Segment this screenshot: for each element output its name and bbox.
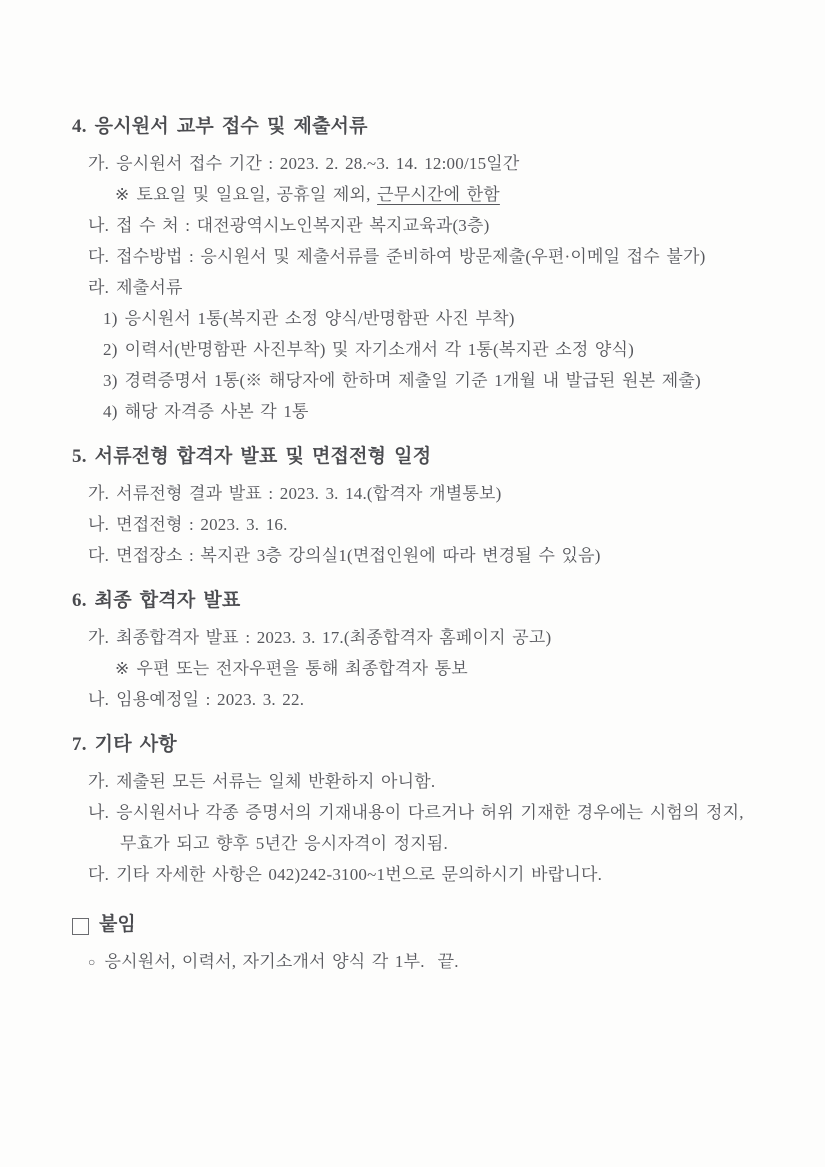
- item-text: 무효가 되고 향후 5년간 응시자격이 정지됨.: [120, 834, 448, 853]
- item-label: 다.: [88, 865, 110, 884]
- reference-mark-icon: ※: [115, 659, 130, 678]
- section-miscellaneous: [72, 732, 794, 890]
- list-item-required-documents: [72, 272, 794, 303]
- note-text-underlined: 근무시간에 한함: [377, 185, 500, 204]
- item-text: 제출된 모든 서류는 일체 반환하지 아니함.: [116, 772, 436, 791]
- square-checkbox-icon: [72, 918, 89, 935]
- item-label: 나.: [88, 515, 110, 534]
- section-4-number: 4.: [72, 116, 87, 137]
- item-text: 경력증명서 1통(※ 해당자에 한하며 제출일 기준 1개월 내 발급된 원본 제출): [124, 371, 701, 390]
- item-text: 서류전형 결과 발표 : 2023. 3. 14.(합격자 개별통보): [116, 484, 502, 503]
- item-text: 면접전형 : 2023. 3. 16.: [116, 515, 288, 534]
- attachment-title: 붙임: [99, 914, 136, 935]
- note-working-hours: [72, 179, 794, 210]
- item-text: 응시원서 접수 기간 : 2023. 2. 28.~3. 14. 12:00/15일간: [116, 154, 520, 173]
- item-label: 1): [103, 309, 118, 328]
- section-7-title: 기타 사항: [94, 734, 177, 755]
- list-item-false-statement: [72, 797, 794, 828]
- item-text: 면접장소 : 복지관 3층 강의실1(면접인원에 따라 변경될 수 있음): [116, 546, 601, 565]
- item-text: 제출서류: [116, 278, 183, 297]
- item-text: 우편 또는 전자우편을 통해 최종합격자 통보: [136, 659, 468, 678]
- item-text: 접수방법 : 응시원서 및 제출서류를 준비하여 방문제출(우편·이메일 접수 불가): [116, 247, 706, 266]
- item-label: 다.: [88, 247, 110, 266]
- list-item-appointment-date: [72, 684, 794, 715]
- item-text: 최종합격자 발표 : 2023. 3. 17.(최종합격자 홈페이지 공고): [116, 628, 552, 647]
- attachment-heading: [72, 912, 794, 938]
- item-text: 접 수 처 : 대전광역시노인복지관 복지교육과(3층): [116, 216, 490, 235]
- section-6-number: 6.: [72, 590, 87, 611]
- note-final-notification: [72, 653, 794, 684]
- list-item-interview-place: [72, 540, 794, 571]
- section-application-documents: [72, 114, 794, 427]
- item-text: 기타 자세한 사항은 042)242-3100~1번으로 문의하시기 바랍니다.: [116, 865, 603, 884]
- list-item-reception-place: [72, 210, 794, 241]
- list-item-no-return: [72, 766, 794, 797]
- item-label: 2): [103, 340, 118, 359]
- attachment-text: 응시원서, 이력서, 자기소개서 양식 각 1부. 끝.: [104, 952, 459, 971]
- list-item-reception-method: [72, 241, 794, 272]
- list-item-final-announcement: [72, 622, 794, 653]
- section-6-heading: [72, 588, 794, 614]
- item-label: 가.: [88, 628, 110, 647]
- note-text-plain: 토요일 및 일요일, 공휴일 제외,: [136, 185, 378, 204]
- reference-mark-icon: ※: [115, 185, 130, 204]
- item-text: 이력서(반명함판 사진부착) 및 자기소개서 각 1통(복지관 소정 양식): [124, 340, 635, 359]
- list-item-doc-3: [72, 365, 794, 396]
- item-label: 가.: [88, 772, 110, 791]
- item-label: 나.: [88, 216, 110, 235]
- list-item-doc-2: [72, 334, 794, 365]
- section-5-heading: [72, 444, 794, 470]
- section-4-title: 응시원서 교부 접수 및 제출서류: [94, 116, 368, 137]
- list-item-contact-phone: [72, 859, 794, 890]
- list-item-doc-4: [72, 396, 794, 427]
- section-7-heading: [72, 732, 794, 758]
- item-label: 3): [103, 371, 118, 390]
- document-content: [72, 114, 794, 979]
- list-item-interview-date: [72, 509, 794, 540]
- note-text: [136, 179, 499, 210]
- list-item-application-period: [72, 148, 794, 179]
- section-5-title: 서류전형 합격자 발표 및 면접전형 일정: [94, 446, 432, 467]
- attachment-section: [72, 912, 794, 979]
- list-item-false-statement-cont: [72, 828, 794, 859]
- item-text: 응시원서나 각종 증명서의 기재내용이 다르거나 허위 기재한 경우에는 시험의 정지,: [116, 803, 744, 822]
- item-label: 나.: [88, 803, 110, 822]
- item-label: 가.: [88, 154, 110, 173]
- list-item-screening-result: [72, 478, 794, 509]
- item-label: 나.: [88, 690, 110, 709]
- item-text: 응시원서 1통(복지관 소정 양식/반명함판 사진 부착): [124, 309, 515, 328]
- circle-bullet-icon: ○: [88, 955, 96, 969]
- attachment-item: [72, 946, 794, 979]
- item-text: 해당 자격증 사본 각 1통: [124, 402, 309, 421]
- item-label: 라.: [88, 278, 110, 297]
- list-item-doc-1: [72, 303, 794, 334]
- item-label: 4): [103, 402, 118, 421]
- section-5-number: 5.: [72, 446, 87, 467]
- section-screening-interview: [72, 444, 794, 571]
- section-final-results: [72, 588, 794, 715]
- item-text: 임용예정일 : 2023. 3. 22.: [116, 690, 305, 709]
- section-6-title: 최종 합격자 발표: [94, 590, 241, 611]
- item-label: 가.: [88, 484, 110, 503]
- section-7-number: 7.: [72, 734, 87, 755]
- section-4-heading: [72, 114, 794, 140]
- item-label: 다.: [88, 546, 110, 565]
